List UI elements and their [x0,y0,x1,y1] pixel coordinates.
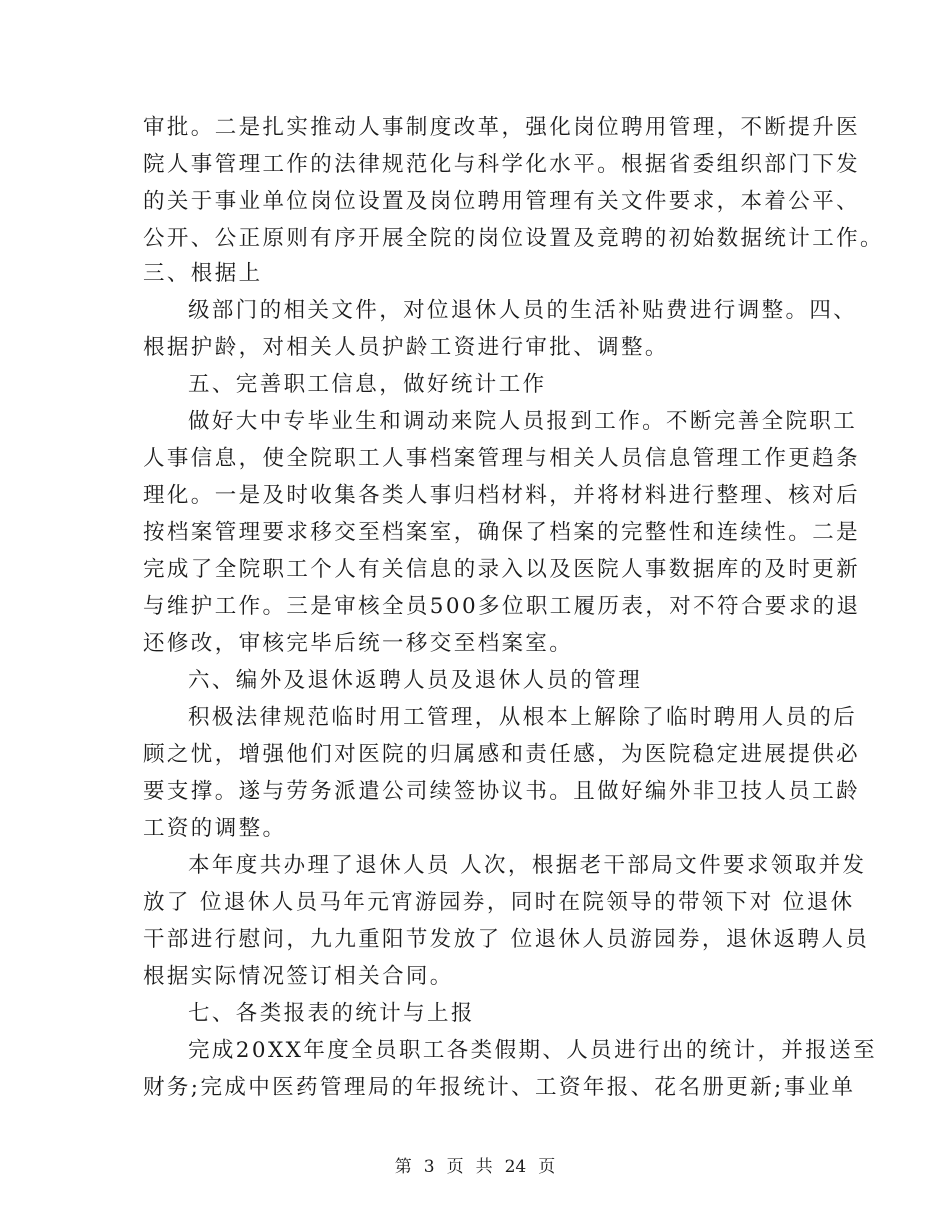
text-line: 根据实际情况签订相关合同。 [143,964,454,989]
text-line: 按档案管理要求移交至档案室，确保了档案的完整性和连续性。二是 [143,520,861,545]
text-line: 完成了全院职工个人有关信息的录入以及医院人事数据库的及时更新 [143,557,861,582]
text-line: 财务;完成中医药管理局的年报统计、工资年报、花名册更新;事业单 [143,1075,856,1100]
text-line: 级部门的相关文件，对位退休人员的生活补贴费进行调整。四、 [188,298,858,323]
text-line: 公开、公正原则有序开展全院的岗位设置及竞聘的初始数据统计工作。 [143,226,884,251]
text-line: 根据护龄，对相关人员护龄工资进行审批、调整。 [143,335,669,360]
text-line: 审批。二是扎实推动人事制度改革，强化岗位聘用管理，不断提升医 [143,115,861,140]
footer-total-label: 共 [475,1157,493,1177]
text-line: 干部进行慰问，九九重阳节发放了 位退休人员游园券，退休返聘人员 [143,927,870,952]
text-line: 顾之忧，增强他们对医院的归属感和责任感，为医院稳定进展提供必 [143,742,861,767]
text-line: 的关于事业单位岗位设置及岗位聘用管理有关文件要求，本着公平、 [143,189,861,214]
text-line: 三、根据上 [143,261,263,286]
footer-total-pages: 24 [504,1157,527,1177]
footer-page-mid: 页 [446,1157,464,1177]
footer-page-number: 3 [423,1157,435,1177]
text-line: 做好大中专毕业生和调动来院人员报到工作。不断完善全院职工 [188,409,858,434]
text-line: 人事信息，使全院职工人事档案管理与相关人员信息管理工作更趋条 [143,446,861,471]
text-line: 放了 位退休人员马年元宵游园券，同时在院领导的带领下对 位退休 [143,890,855,915]
footer-page-end: 页 [538,1157,556,1177]
section-heading: 七、各类报表的统计与上报 [188,1001,475,1026]
text-line: 工资的调整。 [143,816,287,841]
text-line: 理化。一是及时收集各类人事归档材料，并将材料进行整理、核对后 [143,483,861,508]
section-heading: 五、完善职工信息，做好统计工作 [188,372,547,397]
text-line: 本年度共办理了退休人员 人次，根据老干部局文件要求领取并发 [188,853,867,878]
text-line: 完成20XX年度全员职工各类假期、人员进行出的统计，并报送至 [188,1038,877,1063]
text-line: 与维护工作。三是审核全员500多位职工履历表，对不符合要求的退 [143,594,861,619]
text-line: 院人事管理工作的法律规范化与科学化水平。根据省委组织部门下发 [143,152,861,177]
text-line: 积极法律规范临时用工管理，从根本上解除了临时聘用人员的后 [188,705,858,730]
text-line: 要支撑。遂与劳务派遣公司续签协议书。且做好编外非卫技人员工龄 [143,779,861,804]
section-heading: 六、编外及退休返聘人员及退休人员的管理 [188,668,643,693]
text-line: 还修改，审核完毕后统一移交至档案室。 [143,631,574,656]
page-footer [0,1152,950,1177]
footer-page-label: 第 [394,1157,412,1177]
